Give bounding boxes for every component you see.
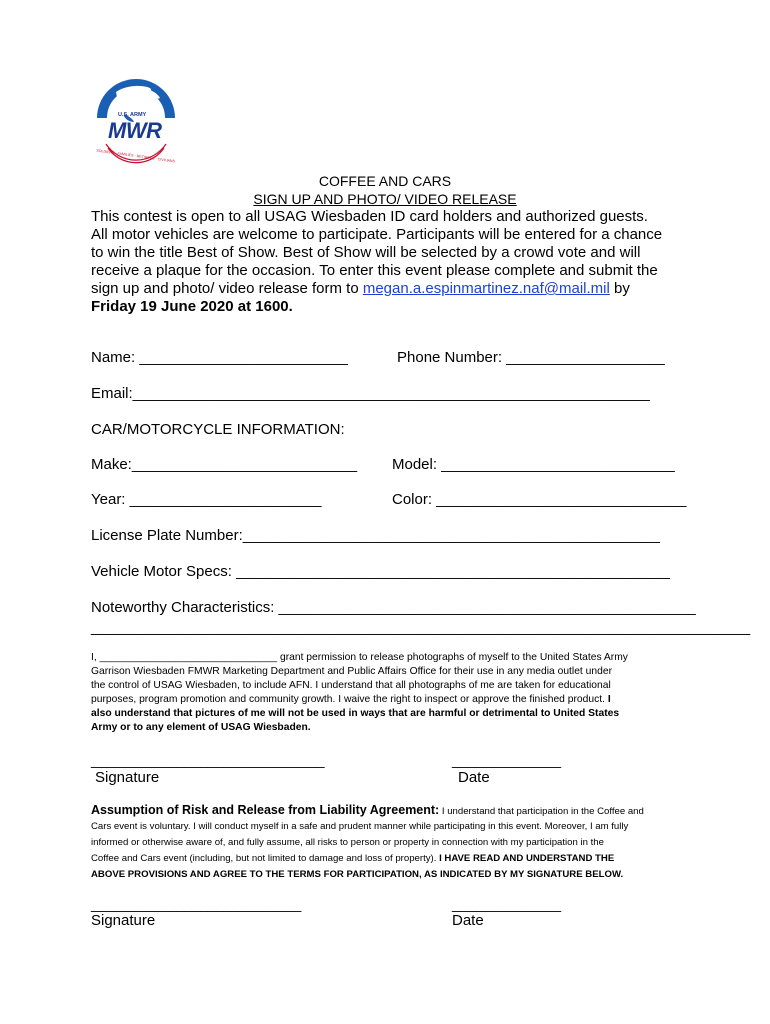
liability-text-4: Coffee and Cars event (including, but not limited to damage and loss of property). xyxy=(91,853,440,864)
release-line-4 xyxy=(91,693,611,707)
noteworthy-field-line2[interactable]: _______________________________________________________________________________ xyxy=(91,619,751,636)
email-link[interactable]: megan.a.espinmartinez.naf@mail.mil xyxy=(362,280,610,297)
name-field[interactable]: Name: _________________________ xyxy=(91,349,348,366)
liability-text: I understand that participation in the Coffee and xyxy=(439,806,644,817)
heading-subtitle: SIGN UP AND PHOTO/ VIDEO RELEASE xyxy=(253,191,517,207)
specs-field[interactable]: Vehicle Motor Specs: ____________________________________________________ xyxy=(91,563,670,580)
logo-top-text: U.S. ARMY xyxy=(118,112,147,118)
release-line-3: the control of USAG Wiesbaden, to include AFN. I understand that all photographs of me are taken for educational xyxy=(91,680,611,691)
release-line-5: also understand that pictures of me will not be used in ways that are harmful or detrimental to United States xyxy=(91,708,620,719)
signature-label-2: Signature xyxy=(91,912,156,929)
release-text-bold: I xyxy=(607,694,611,705)
liability-line-5: ABOVE PROVISIONS AND AGREE TO THE TERMS FOR PARTICIPATION, AS INDICATED BY MY SIGNATURE BELOW. xyxy=(91,869,624,880)
liability-text-bold: I HAVE READ AND UNDERSTAND THE xyxy=(439,853,615,864)
intro-line-2: All motor vehicles are welcome to participate. Participants will be entered for a chance xyxy=(91,226,663,243)
plate-field[interactable]: License Plate Number:__________________________________________________ xyxy=(91,527,660,544)
liability-heading: Assumption of Risk and Release from Liability Agreement: xyxy=(91,803,440,817)
liability-line-3: informed or otherwise aware of, and fully assume, all risks to person or property in connection with my participation in the xyxy=(91,837,604,848)
make-field[interactable]: Make:___________________________ xyxy=(91,456,358,473)
intro-line-3: to win the title Best of Show. Best of Show will be selected by a crowd vote and will xyxy=(91,244,641,261)
heading-title: COFFEE AND CARS xyxy=(318,173,452,189)
intro-line-4: receive a plaque for the occasion. To enter this event please complete and submit the xyxy=(91,262,658,279)
date-line-1[interactable]: ______________ xyxy=(452,752,562,768)
signature-label-1: Signature xyxy=(95,769,160,786)
intro-line-1: This contest is open to all USAG Wiesbaden ID card holders and authorized guests. xyxy=(91,208,648,225)
color-field[interactable]: Color: ______________________________ xyxy=(392,491,687,508)
model-field[interactable]: Model: ____________________________ xyxy=(392,456,675,473)
date-label-2: Date xyxy=(452,912,484,929)
mwr-logo xyxy=(88,78,184,174)
year-field[interactable]: Year: _______________________ xyxy=(91,491,322,508)
logo-ring-text: SOLDIERS · FAMILIES · RETIREES · CIVILIANS xyxy=(96,148,176,164)
liability-line-4 xyxy=(91,851,614,867)
noteworthy-field[interactable]: Noteworthy Characteristics: __________________________________________________ xyxy=(91,599,696,616)
logo-main-text: MWR xyxy=(108,118,162,143)
liability-line-2: Cars event is voluntary. I will conduct myself in a safe and prudent manner while participating in this event. Moreover, I am fully xyxy=(91,821,629,832)
deadline: Friday 19 June 2020 at 1600. xyxy=(91,298,293,315)
release-line-6: Army or to any element of USAG Wiesbaden. xyxy=(91,722,311,733)
date-line-2[interactable]: ______________ xyxy=(452,896,562,912)
date-label-1: Date xyxy=(458,769,490,786)
vehicle-section-heading: CAR/MOTORCYCLE INFORMATION: xyxy=(91,421,345,438)
release-line-2: Garrison Wiesbaden FMWR Marketing Department and Public Affairs Office for their use in any media outlet under xyxy=(91,666,612,677)
signature-line-1[interactable]: ______________________________ xyxy=(91,752,325,768)
intro-text: sign up and photo/ video release form to xyxy=(91,280,363,297)
liability-line-1 xyxy=(91,802,644,820)
intro-line-5 xyxy=(91,280,630,298)
phone-field[interactable]: Phone Number: ___________________ xyxy=(397,349,665,366)
email-field[interactable]: Email:______________________________________________________________ xyxy=(91,385,650,402)
signature-line-2[interactable]: ___________________________ xyxy=(91,896,302,912)
intro-text-by: by xyxy=(609,280,630,297)
release-text: purposes, program promotion and community growth. I waive the right to inspect or approve the finished product. xyxy=(91,694,608,705)
release-line-1: I, _______________________________ grant permission to release photographs of myself to the United States Army xyxy=(91,652,628,663)
